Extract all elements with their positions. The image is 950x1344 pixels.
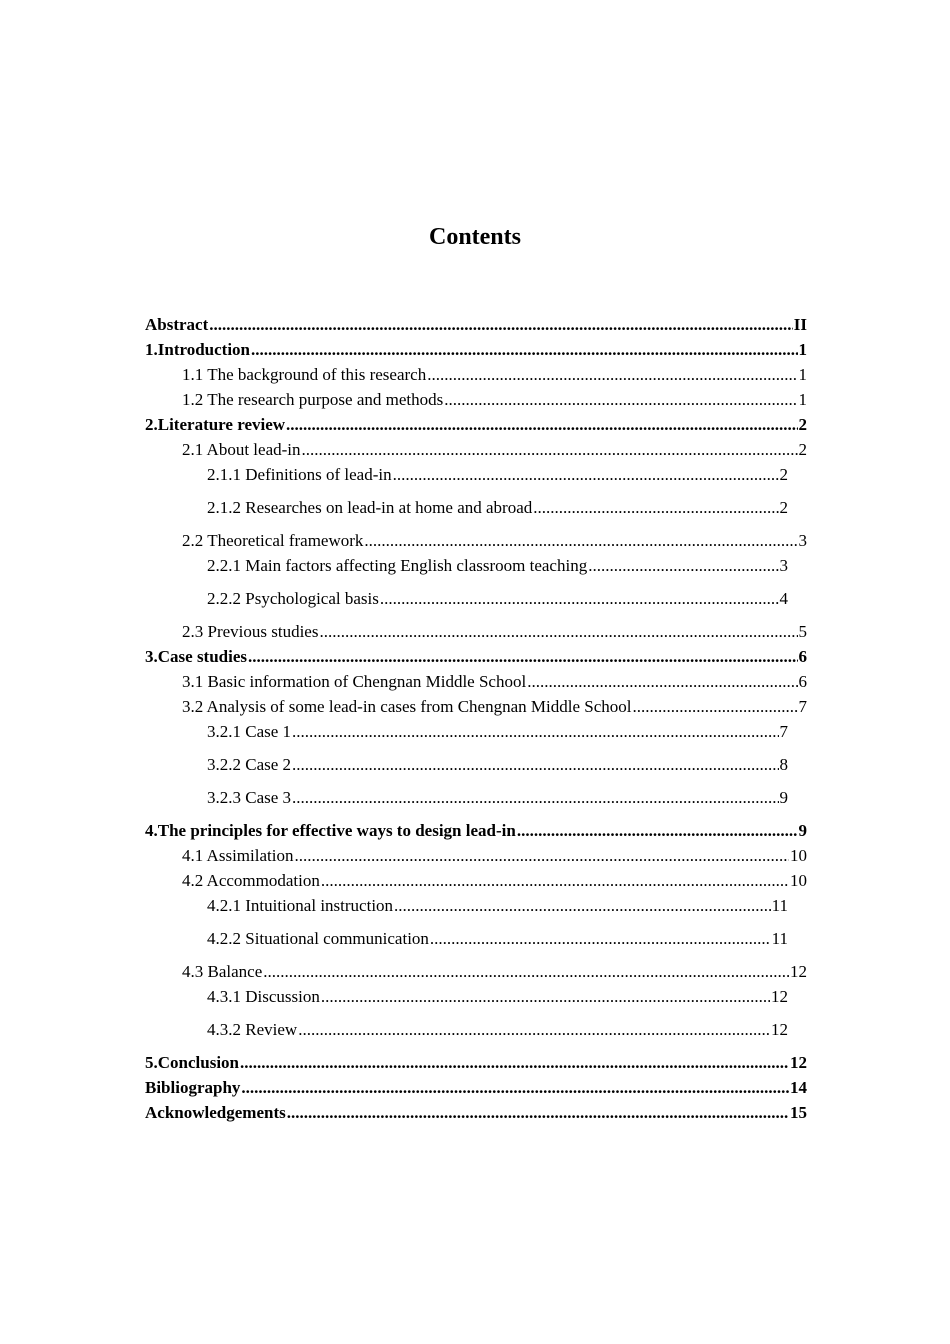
- toc-page-number: 10: [790, 871, 807, 890]
- toc-entry-text: Literature review: [157, 415, 286, 434]
- dot-leader: [380, 586, 779, 611]
- toc-entry-text: 2.2.1 Main factors affecting English classroom teaching: [207, 556, 588, 575]
- toc-entry-text: 4.3 Balance: [182, 962, 263, 981]
- toc-page-number: 1: [798, 340, 807, 359]
- toc-entry-text: Case studies: [157, 647, 248, 666]
- dot-leader: [286, 412, 797, 437]
- toc-entry-2-1-2[interactable]: [145, 495, 788, 520]
- toc-entry-text: 4.2.1 Intuitional instruction: [207, 896, 394, 915]
- toc-entry-text: Acknowledgements: [145, 1103, 286, 1122]
- dot-leader: [444, 387, 797, 412]
- toc-entry-text: Bibliography: [145, 1078, 241, 1097]
- toc-entry-text: 3.2.3 Case 3: [207, 788, 292, 807]
- toc-entry-acknowledgements[interactable]: [145, 1100, 807, 1125]
- toc-entry-text: 3.1 Basic information of Chengnan Middle School: [182, 672, 527, 691]
- toc-entry-text: 4.3.1 Discussion: [207, 987, 320, 1006]
- toc-entry-case-studies[interactable]: [145, 644, 807, 669]
- dot-leader: [240, 1050, 789, 1075]
- dot-leader: [319, 619, 797, 644]
- toc-page-number: 1: [798, 390, 807, 409]
- toc-entry-4-2-1[interactable]: [145, 893, 788, 918]
- toc-entry-3-2-3[interactable]: [145, 785, 788, 810]
- toc-entry-text: 2.3 Previous studies: [182, 622, 319, 641]
- toc-chapter-number: 5.: [145, 1053, 158, 1072]
- dot-leader: [241, 1075, 789, 1100]
- dot-leader: [248, 644, 797, 669]
- toc-page-number: 9: [779, 788, 788, 807]
- dot-leader: [298, 1017, 770, 1042]
- toc-entry-text: 1.2 The research purpose and methods: [182, 390, 444, 409]
- dot-leader: [517, 818, 798, 843]
- dot-leader: [393, 462, 779, 487]
- dot-leader: [292, 719, 778, 744]
- toc-entry-1-2[interactable]: [145, 387, 807, 412]
- toc-page-number: 12: [790, 962, 807, 981]
- toc-entry-conclusion[interactable]: [145, 1050, 807, 1075]
- dot-leader: [251, 337, 797, 362]
- toc-chapter-number: 2.: [145, 415, 158, 434]
- toc-entry-text: Abstract: [145, 315, 209, 334]
- toc-entry-2-2-1[interactable]: [145, 553, 788, 578]
- dot-leader: [294, 843, 789, 868]
- toc-entry-4-3-2[interactable]: [145, 1017, 788, 1042]
- toc-entry-text: 4.3.2 Review: [207, 1020, 298, 1039]
- dot-leader: [364, 528, 797, 553]
- dot-leader: [292, 785, 778, 810]
- toc-entry-3-2[interactable]: [145, 694, 807, 719]
- toc-page-number: 12: [771, 987, 788, 1006]
- toc-entry-abstract[interactable]: [145, 312, 807, 337]
- toc-page-number: 8: [779, 755, 788, 774]
- dot-leader: [263, 959, 789, 984]
- toc-page-number: 2: [798, 440, 807, 459]
- toc-entry-3-1[interactable]: [145, 669, 807, 694]
- toc-page-number: 3: [798, 531, 807, 550]
- dot-leader: [533, 495, 778, 520]
- toc-entry-4-3[interactable]: [145, 959, 807, 984]
- toc-entry-2-2-2[interactable]: [145, 586, 788, 611]
- toc-entry-4-2[interactable]: [145, 868, 807, 893]
- page-title: Contents: [428, 224, 521, 250]
- toc-page-number: 7: [779, 722, 788, 741]
- toc-entry-text: 3.2.2 Case 2: [207, 755, 292, 774]
- dot-leader: [632, 694, 797, 719]
- toc-entry-text: 4.1 Assimilation: [182, 846, 294, 865]
- dot-leader: [588, 553, 778, 578]
- table-of-contents: [145, 312, 807, 1125]
- toc-chapter-number: 3.: [145, 647, 158, 666]
- toc-entry-text: 2.1.2 Researches on lead-in at home and abroad: [207, 498, 533, 517]
- toc-entry-text: 2.2.2 Psychological basis: [207, 589, 379, 608]
- toc-entry-2-1-1[interactable]: [145, 462, 788, 487]
- toc-page-number: 7: [798, 697, 807, 716]
- toc-entry-text: 2.2 Theoretical framework: [182, 531, 364, 550]
- toc-entry-2-1[interactable]: [145, 437, 807, 462]
- toc-entry-principles[interactable]: [145, 818, 807, 843]
- toc-page-number: 6: [798, 672, 807, 691]
- toc-entry-3-2-2[interactable]: [145, 752, 788, 777]
- dot-leader: [292, 752, 778, 777]
- toc-page-number: 5: [798, 622, 807, 641]
- toc-entry-text: 3.2.1 Case 1: [207, 722, 292, 741]
- toc-page-number: 3: [779, 556, 788, 575]
- dot-leader: [287, 1100, 789, 1125]
- dot-leader: [527, 669, 797, 694]
- toc-entry-1-1[interactable]: [145, 362, 807, 387]
- toc-page-number: 12: [771, 1020, 788, 1039]
- toc-page-number: 14: [790, 1078, 807, 1097]
- toc-page-number: II: [793, 315, 807, 334]
- toc-page-number: 10: [790, 846, 807, 865]
- toc-entry-introduction[interactable]: [145, 337, 807, 362]
- toc-entry-text: 2.1.1 Definitions of lead-in: [207, 465, 392, 484]
- toc-entry-4-2-2[interactable]: [145, 926, 788, 951]
- toc-page-number: 6: [798, 647, 807, 666]
- toc-entry-text: 4.2 Accommodation: [182, 871, 320, 890]
- toc-entry-text: The principles for effective ways to design lead-in: [157, 821, 516, 840]
- toc-page-number: 4: [779, 589, 788, 608]
- toc-entry-text: Conclusion: [157, 1053, 239, 1072]
- dot-leader: [394, 893, 771, 918]
- toc-entry-text: Introduction: [157, 340, 251, 359]
- dot-leader: [209, 312, 793, 337]
- toc-page-number: 9: [798, 821, 807, 840]
- toc-entry-bibliography[interactable]: [145, 1075, 807, 1100]
- toc-entry-literature-review[interactable]: [145, 412, 807, 437]
- toc-entry-2-2[interactable]: [145, 528, 807, 553]
- toc-entry-4-1[interactable]: [145, 843, 807, 868]
- dot-leader: [427, 362, 797, 387]
- toc-entry-text: 4.2.2 Situational communication: [207, 929, 429, 948]
- dot-leader: [321, 868, 789, 893]
- toc-page-number: 12: [790, 1053, 807, 1072]
- toc-page-number: 15: [790, 1103, 807, 1122]
- toc-entry-text: 1.1 The background of this research: [182, 365, 427, 384]
- toc-page-number: 11: [771, 929, 788, 948]
- dot-leader: [430, 926, 771, 951]
- toc-page-number: 1: [798, 365, 807, 384]
- toc-entry-text: 3.2 Analysis of some lead-in cases from Chengnan Middle School: [182, 697, 632, 716]
- toc-chapter-number: 4.: [145, 821, 158, 840]
- toc-page-number: 2: [779, 465, 788, 484]
- toc-entry-2-3[interactable]: [145, 619, 807, 644]
- dot-leader: [302, 437, 798, 462]
- toc-entry-text: 2.1 About lead-in: [182, 440, 301, 459]
- toc-page-number: 2: [798, 415, 807, 434]
- toc-page-number: 2: [779, 498, 788, 517]
- toc-page-number: 11: [771, 896, 788, 915]
- toc-entry-4-3-1[interactable]: [145, 984, 788, 1009]
- toc-entry-3-2-1[interactable]: [145, 719, 788, 744]
- dot-leader: [321, 984, 770, 1009]
- toc-chapter-number: 1.: [145, 340, 158, 359]
